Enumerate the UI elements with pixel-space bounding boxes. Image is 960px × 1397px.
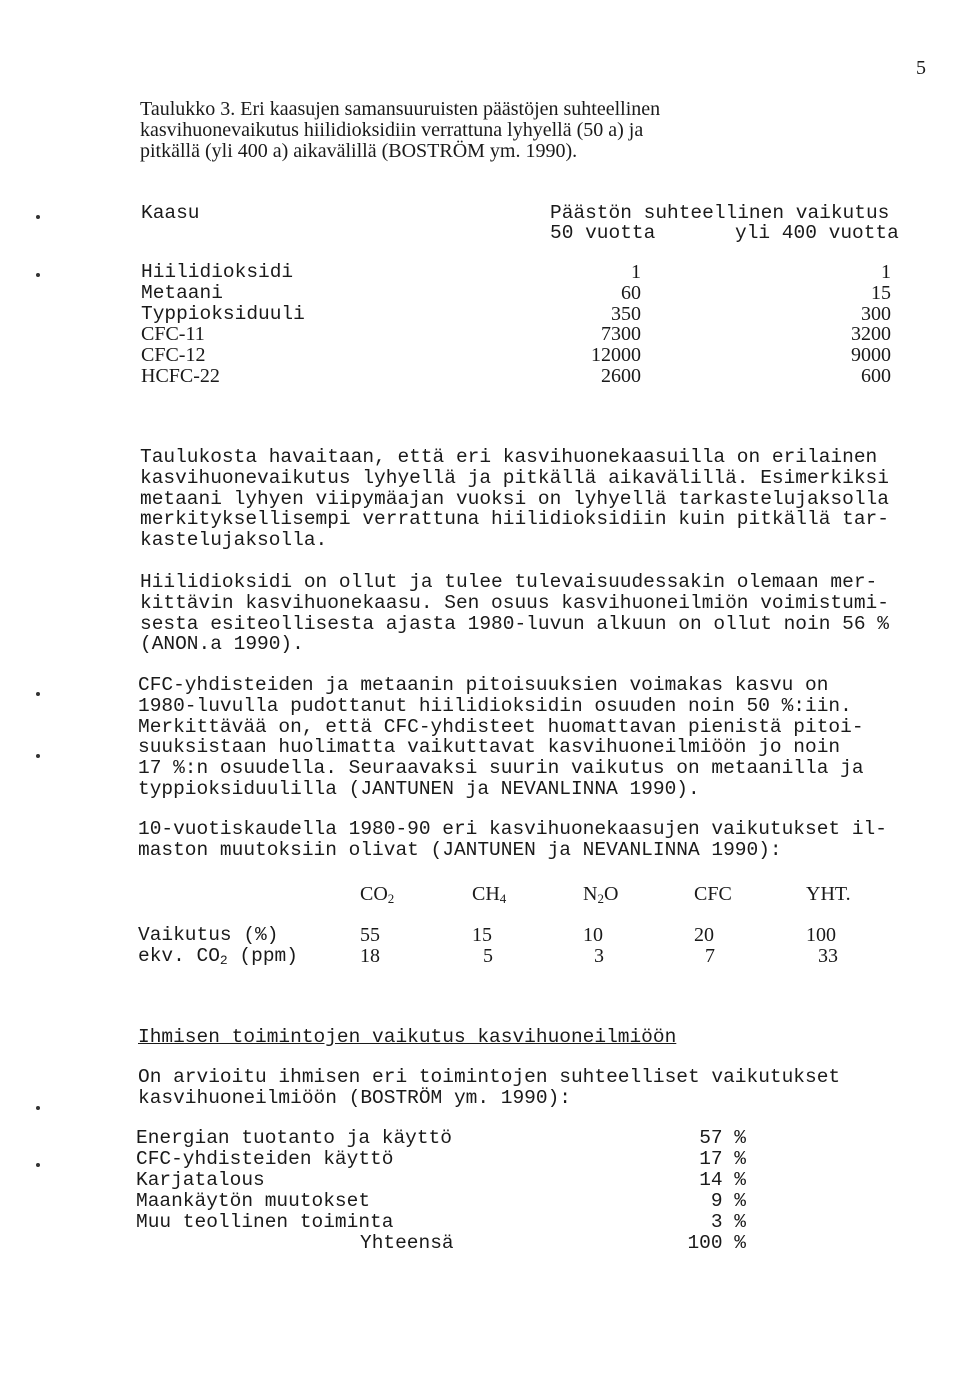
paragraph: [140, 447, 889, 551]
table-row: [141, 283, 911, 304]
activity-label: Maankäytön muutokset: [136, 1190, 371, 1212]
table4-header-n2o: $N_2O$: [583, 883, 619, 906]
paragraph-line: Taulukosta havaitaan, että eri kasvihuonekaasuilla on erilainen: [140, 446, 878, 468]
gas-name: Metaani: [141, 281, 223, 304]
paragraph-line: Hiilidioksidi on ollut ja tulee tulevaisuudessakin olemaan mer-: [140, 571, 878, 593]
activity-value: 9 %: [710, 1190, 746, 1212]
value-400: 600: [861, 364, 891, 387]
paragraph-line: On arvioitu ihmisen eri toimintojen suhteelliset vaikutukset: [138, 1066, 841, 1088]
value-400: 1: [881, 261, 891, 283]
list-item: [136, 1170, 756, 1191]
table4-row2-label: ekv. $CO_2$ (ppm): [138, 945, 298, 968]
value-50: 60: [621, 281, 641, 304]
list-item: [136, 1191, 756, 1212]
value-50: 350: [611, 302, 641, 325]
table-row: [141, 324, 911, 345]
caption-line: Taulukko 3. Eri kaasujen samansuuruisten päästöjen suhteellinen: [140, 98, 661, 120]
value-50: 7300: [601, 323, 641, 346]
table4-cell: 18: [360, 945, 380, 967]
scan-speck: [36, 273, 40, 277]
table4-row1-label: Vaikutus (%): [138, 924, 279, 946]
table4-cell: 20: [694, 924, 714, 946]
paragraph-line: kastelujaksolla.: [140, 529, 328, 552]
paragraph-line: 1980-luvulla pudottanut hiilidioksidin osuuden noin 50 %:iin.: [138, 694, 852, 717]
section-heading: Ihmisen toimintojen vaikutus kasvihuoneilmiöön: [138, 1026, 677, 1048]
table4-cell: 10: [583, 924, 603, 946]
scan-speck: [36, 215, 40, 219]
activity-label: CFC-yhdisteiden käyttö: [136, 1148, 394, 1170]
value-400: 300: [861, 302, 891, 325]
value-400: 9000: [851, 344, 891, 367]
scan-speck: [36, 754, 40, 758]
scan-speck: [36, 692, 40, 696]
list-item: [136, 1128, 756, 1149]
total-row: [136, 1233, 756, 1254]
value-400: 3200: [851, 323, 891, 346]
table4-cell: 7: [705, 945, 715, 967]
gas-name: HCFC-22: [141, 364, 220, 387]
paragraph-line: CFC-yhdisteiden ja metaanin pitoisuuksien voimakas kasvu on: [138, 674, 829, 696]
paragraph-line: (ANON.a 1990).: [140, 633, 304, 656]
gas-name: Typpioksiduuli: [141, 302, 305, 325]
table4-header-co2: $CO_2$: [360, 883, 395, 906]
paragraph-line: typpioksiduulilla (JANTUNEN ja NEVANLINNA 1990).: [138, 777, 700, 800]
value-50: 1: [631, 261, 641, 283]
activity-value: 57 %: [699, 1127, 746, 1149]
table-row: [141, 345, 911, 366]
total-label: Yhteensä: [360, 1232, 454, 1254]
paragraph: [140, 572, 889, 655]
gas-name: CFC-12: [141, 344, 206, 367]
list-item: [136, 1212, 756, 1233]
paragraph: [138, 675, 864, 800]
paragraph: [138, 819, 887, 861]
activity-label: Energian tuotanto ja käyttö: [136, 1127, 452, 1149]
paragraph-line: 17 %:n osuudella. Seuraavaksi suurin vaikutus on metaanilla ja: [138, 757, 864, 780]
table4-cell: 3: [594, 945, 604, 967]
table4-cell: 55: [360, 924, 380, 946]
paragraph-line: kittävin kasvihuonekaasu. Sen osuus kasvihuoneilmiön voimistumi-: [140, 591, 889, 614]
paragraph-line: maston muutoksiin olivat (JANTUNEN ja NEVANLINNA 1990):: [138, 838, 782, 861]
paragraph-line: 10-vuotiskaudella 1980-90 eri kasvihuonekaasujen vaikutukset il-: [138, 818, 887, 840]
page-number: 5: [916, 57, 926, 79]
gas-name: CFC-11: [141, 323, 205, 346]
activity-label: Karjatalous: [136, 1169, 265, 1191]
table3-header-50: 50 vuotta: [550, 222, 656, 244]
gas-name: Hiilidioksidi: [141, 261, 294, 283]
activity-value: 3 %: [710, 1211, 746, 1233]
table4-cell: 5: [483, 945, 493, 967]
table4-header-ch4: $CH_4$: [472, 883, 507, 906]
paragraph-line: kasvihuoneilmiöön (BOSTRÖM ym. 1990):: [138, 1086, 571, 1109]
paragraph-line: suuksistaan huolimatta vaikuttavat kasvihuoneilmiöön jo noin: [138, 736, 841, 759]
table-row: [141, 262, 911, 283]
paragraph-line: Merkittävää on, että CFC-yhdisteet huomattavan pienistä pitoi-: [138, 715, 864, 738]
paragraph-line: merkityksellisempi verrattuna hiilidioksidiin kuin pitkällä tar-: [140, 508, 889, 531]
list-item: [136, 1149, 756, 1170]
table-row: [141, 366, 911, 387]
activity-label: Muu teollinen toiminta: [136, 1211, 394, 1233]
value-50: 12000: [591, 344, 641, 367]
table3-body: [141, 262, 911, 387]
table-row: [141, 304, 911, 325]
caption-line: kasvihuonevaikutus hiilidioksidiin verrattuna lyhyellä (50 a) ja: [140, 118, 644, 141]
table4-header-cfc: CFC: [694, 883, 732, 905]
value-50: 2600: [601, 364, 641, 387]
table3-header-400: yli 400 vuotta: [735, 222, 899, 244]
scan-speck: [36, 1163, 40, 1167]
table4-cell: 100: [806, 924, 836, 946]
table3-header-gas: Kaasu: [141, 202, 200, 224]
value-400: 15: [871, 281, 891, 304]
scan-speck: [36, 1106, 40, 1110]
paragraph: [138, 1067, 840, 1109]
paragraph-line: sesta esiteollisesta ajasta 1980-luvun alkuun on ollut noin 56 %: [140, 612, 889, 635]
activities-list: [136, 1128, 756, 1254]
table3-header-effect: Päästön suhteellinen vaikutus: [550, 202, 890, 224]
paragraph-line: kasvihuonevaikutus lyhyellä ja pitkällä aikavälillä. Esimerkiksi: [140, 466, 889, 489]
caption-line: pitkällä (yli 400 a) aikavälillä (BOSTRÖM ym. 1990).: [140, 139, 578, 162]
paragraph-line: metaani lyhyen viipymäajan vuoksi on lyhyellä tarkastelujaksolla: [140, 487, 889, 510]
activity-value: 14 %: [699, 1169, 746, 1191]
table4-header-yht: YHT.: [806, 883, 851, 905]
activity-value: 17 %: [699, 1148, 746, 1170]
total-value: 100 %: [687, 1232, 746, 1254]
table4-cell: 33: [818, 945, 838, 967]
table4-cell: 15: [472, 924, 492, 946]
table-caption: [140, 99, 660, 161]
